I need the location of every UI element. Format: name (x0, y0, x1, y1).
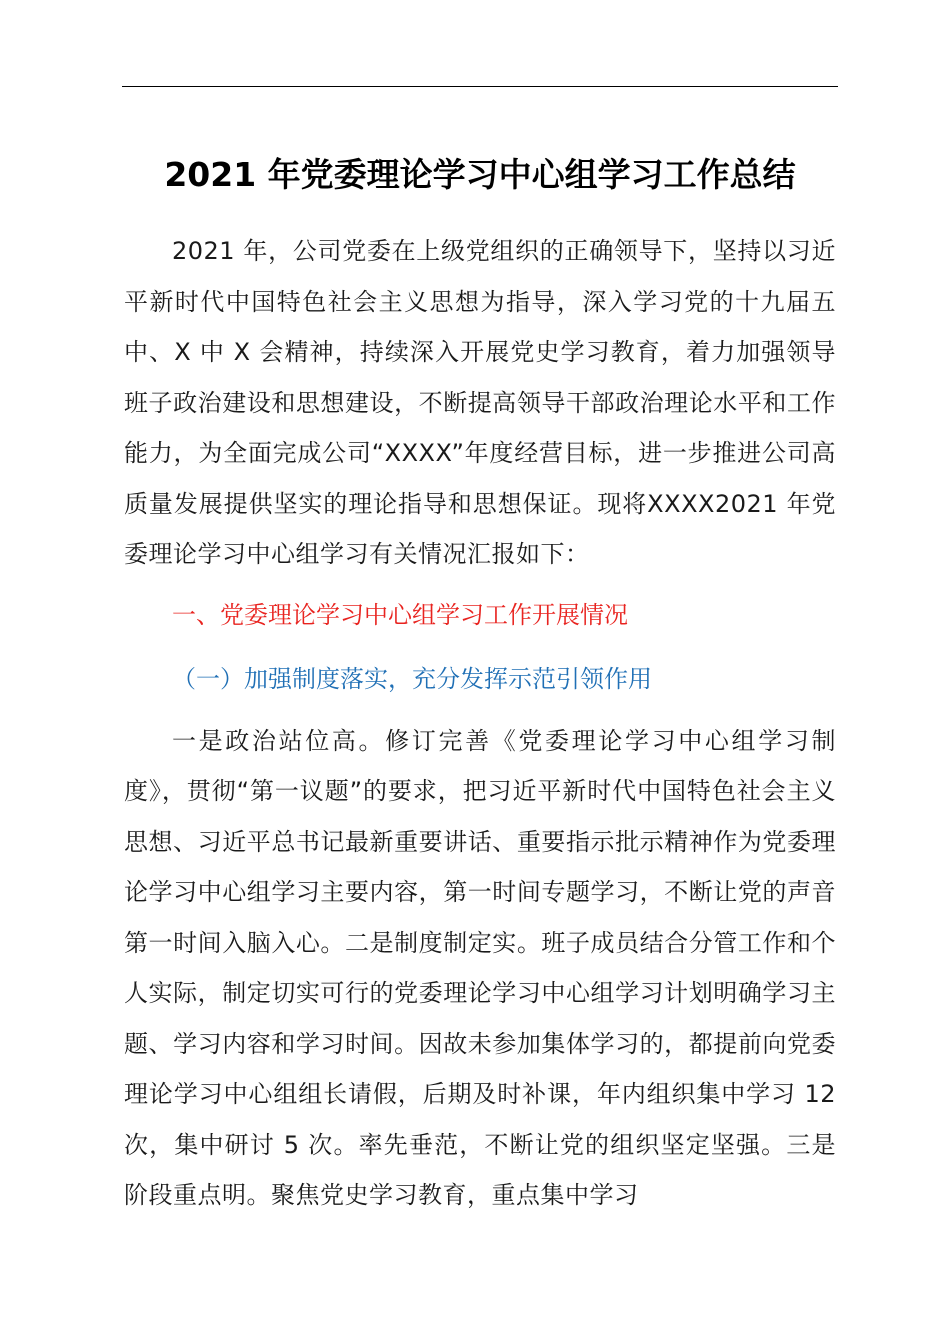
document-title: 2021 年党委理论学习中心组学习工作总结 (164, 155, 796, 194)
subsection-heading: （一）加强制度落实，充分发挥示范引领作用 (172, 664, 652, 693)
header-rule (122, 86, 838, 87)
document-body (124, 226, 836, 1221)
body-paragraph: 一是政治站位高。修订完善《党委理论学习中心组学习制度》，贯彻“第一议题”的要求，把习近平新时代中国特色社会主义思想、习近平总书记最新重要讲话、重要指示批示精神作为党委理论学习中心组学习主要内容，第一时间专题学习，不断让党的声音第一时间入脑入心。二是制度制定实。班子成员结合分管工作和个人实际，制定切实可行的党委理论学习中心组学习计划明确学习主题、学习内容和学习时间。因故未参加集体学习的，都提前向党委理论学习中心组组长请假，后期及时补课，年内组织集中学习 12 次，集中研讨 5 次。率先垂范，不断让党的组织坚定坚强。三是阶段重点明。聚焦党史学习教育，重点集中学习 (124, 726, 836, 1209)
intro-paragraph: 2021 年，公司党委在上级党组织的正确领导下，坚持以习近平新时代中国特色社会主义思想为指导，深入学习党的十九届五中、X 中 X 会精神，持续深入开展党史学习教育，着力加强领导班子政治建设和思想建设，不断提高领导干部政治理论水平和工作能力，为全面完成公司“XXXX”年度经营目标，进一步推进公司高质量发展提供坚实的理论指导和思想保证。现将XXXX2021 年党委理论学习中心组学习有关情况汇报如下： (124, 237, 836, 568)
section-heading: 一、党委理论学习中心组学习工作开展情况 (172, 600, 628, 629)
